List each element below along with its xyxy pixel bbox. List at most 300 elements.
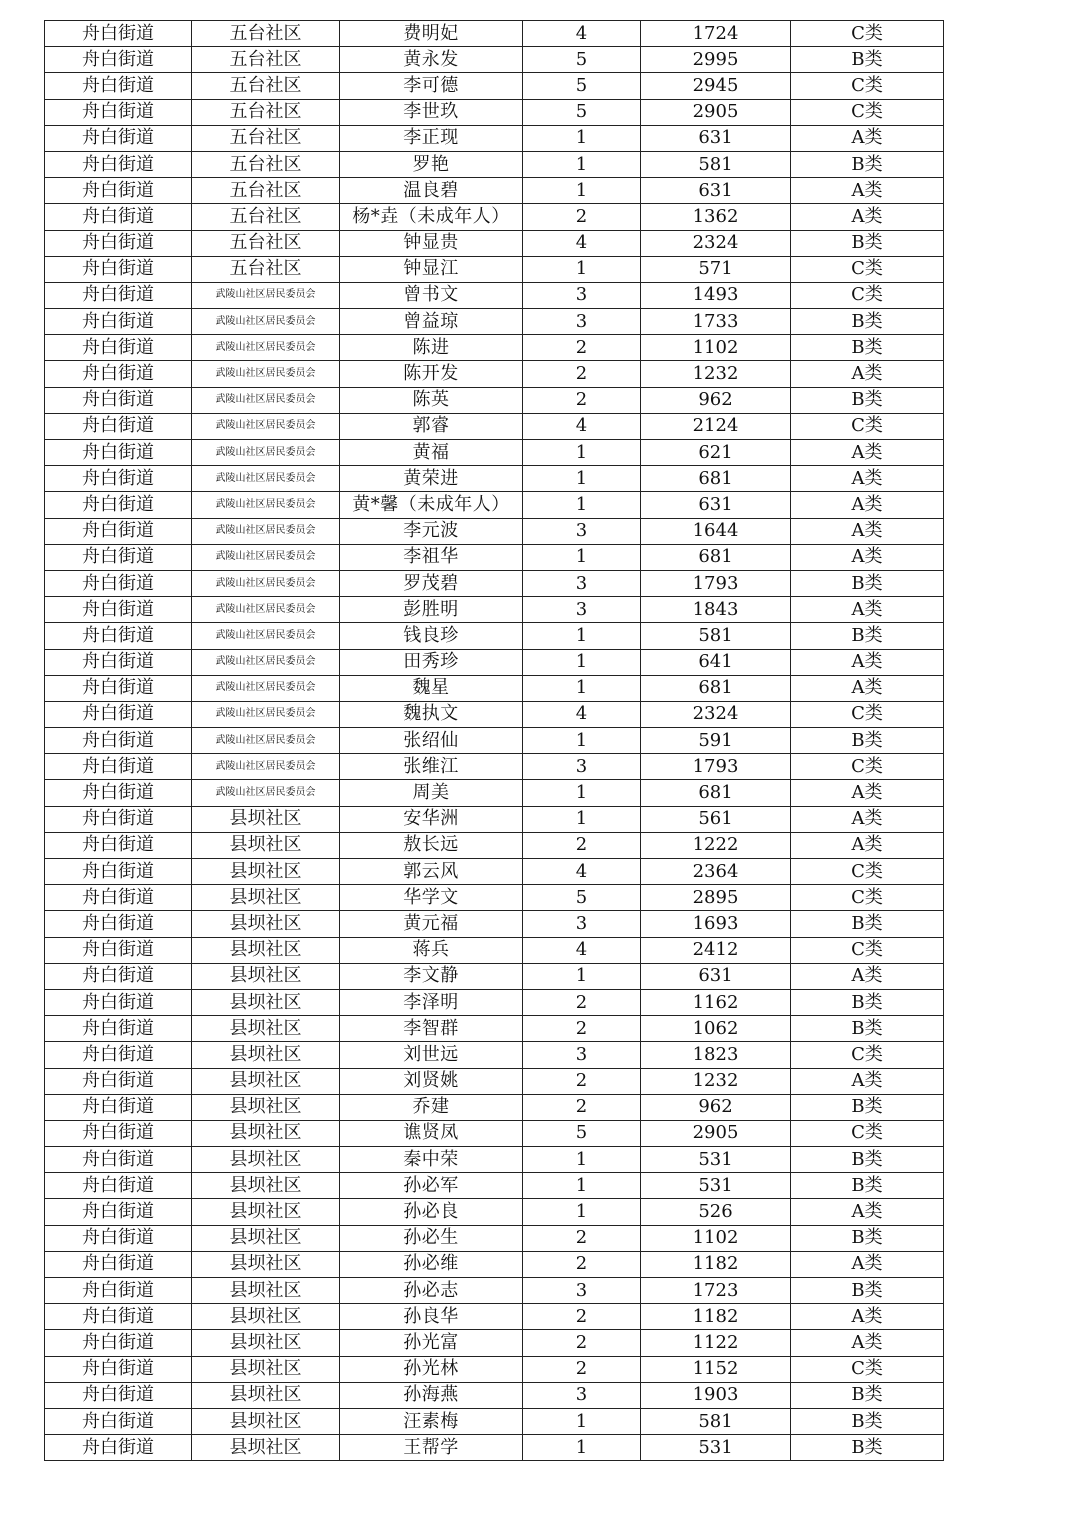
household-size-cell: 3 [523,570,641,596]
name-cell: 陈英 [340,387,523,413]
table-row [45,440,944,466]
household-size-cell: 3 [523,309,641,335]
street-cell: 舟白街道 [45,256,192,282]
street-cell: 舟白街道 [45,1199,192,1225]
household-size-cell: 1 [523,1199,641,1225]
community-cell: 县坝社区 [192,1304,340,1330]
table-row [45,806,944,832]
amount-cell: 1152 [641,1356,791,1382]
household-size-cell: 2 [523,204,641,230]
street-cell: 舟白街道 [45,335,192,361]
community-cell: 武陵山社区居民委员会 [192,413,340,439]
street-cell: 舟白街道 [45,728,192,754]
category-cell: B类 [791,230,944,256]
household-size-cell: 2 [523,1016,641,1042]
street-cell: 舟白街道 [45,1330,192,1356]
table-row [45,1225,944,1251]
name-cell: 孙光富 [340,1330,523,1356]
amount-cell: 2995 [641,47,791,73]
community-cell: 武陵山社区居民委员会 [192,492,340,518]
household-size-cell: 1 [523,1147,641,1173]
amount-cell: 1362 [641,204,791,230]
household-size-cell: 5 [523,1120,641,1146]
table-row [45,282,944,308]
amount-cell: 1222 [641,832,791,858]
community-cell: 县坝社区 [192,1278,340,1304]
category-cell: A类 [791,597,944,623]
street-cell: 舟白街道 [45,1225,192,1251]
street-cell: 舟白街道 [45,440,192,466]
name-cell: 陈进 [340,335,523,361]
household-size-cell: 5 [523,99,641,125]
name-cell: 陈开发 [340,361,523,387]
benefit-table [44,20,944,1461]
household-size-cell: 2 [523,361,641,387]
community-cell: 武陵山社区居民委员会 [192,623,340,649]
amount-cell: 1182 [641,1304,791,1330]
amount-cell: 1793 [641,754,791,780]
street-cell: 舟白街道 [45,937,192,963]
household-size-cell: 2 [523,832,641,858]
household-size-cell: 2 [523,1225,641,1251]
category-cell: C类 [791,754,944,780]
category-cell: C类 [791,99,944,125]
name-cell: 李世玖 [340,99,523,125]
household-size-cell: 1 [523,1173,641,1199]
community-cell: 武陵山社区居民委员会 [192,597,340,623]
table-row [45,544,944,570]
street-cell: 舟白街道 [45,885,192,911]
category-cell: A类 [791,204,944,230]
table-row [45,1304,944,1330]
category-cell: A类 [791,649,944,675]
street-cell: 舟白街道 [45,361,192,387]
table-row [45,125,944,151]
street-cell: 舟白街道 [45,1120,192,1146]
household-size-cell: 2 [523,1356,641,1382]
amount-cell: 2124 [641,413,791,439]
amount-cell: 2412 [641,937,791,963]
name-cell: 罗茂碧 [340,570,523,596]
amount-cell: 2324 [641,230,791,256]
category-cell: B类 [791,911,944,937]
name-cell: 敖长远 [340,832,523,858]
table-row [45,1147,944,1173]
amount-cell: 1693 [641,911,791,937]
household-size-cell: 5 [523,73,641,99]
household-size-cell: 1 [523,256,641,282]
name-cell: 郭云风 [340,859,523,885]
table-row [45,230,944,256]
table-row [45,1382,944,1408]
household-size-cell: 2 [523,1068,641,1094]
table-row [45,963,944,989]
amount-cell: 531 [641,1173,791,1199]
name-cell: 彭胜明 [340,597,523,623]
name-cell: 张绍仙 [340,728,523,754]
name-cell: 周美 [340,780,523,806]
household-size-cell: 1 [523,728,641,754]
community-cell: 武陵山社区居民委员会 [192,728,340,754]
category-cell: B类 [791,1016,944,1042]
household-size-cell: 3 [523,1278,641,1304]
table-row [45,570,944,596]
amount-cell: 631 [641,963,791,989]
community-cell: 五台社区 [192,125,340,151]
community-cell: 县坝社区 [192,1330,340,1356]
table-row [45,1199,944,1225]
name-cell: 秦中荣 [340,1147,523,1173]
amount-cell: 1644 [641,518,791,544]
name-cell: 魏星 [340,675,523,701]
household-size-cell: 2 [523,1251,641,1277]
street-cell: 舟白街道 [45,570,192,596]
name-cell: 孙必军 [340,1173,523,1199]
household-size-cell: 3 [523,518,641,544]
street-cell: 舟白街道 [45,387,192,413]
street-cell: 舟白街道 [45,754,192,780]
table-row [45,675,944,701]
street-cell: 舟白街道 [45,832,192,858]
amount-cell: 681 [641,780,791,806]
street-cell: 舟白街道 [45,99,192,125]
name-cell: 魏执文 [340,701,523,727]
table-row [45,989,944,1015]
amount-cell: 1122 [641,1330,791,1356]
amount-cell: 1733 [641,309,791,335]
household-size-cell: 2 [523,387,641,413]
name-cell: 谯贤凤 [340,1120,523,1146]
category-cell: A类 [791,675,944,701]
table-row [45,1068,944,1094]
street-cell: 舟白街道 [45,1042,192,1068]
category-cell: A类 [791,1199,944,1225]
street-cell: 舟白街道 [45,518,192,544]
category-cell: A类 [791,440,944,466]
amount-cell: 631 [641,178,791,204]
community-cell: 县坝社区 [192,1147,340,1173]
category-cell: B类 [791,387,944,413]
table-row [45,623,944,649]
street-cell: 舟白街道 [45,178,192,204]
table-row [45,1278,944,1304]
street-cell: 舟白街道 [45,649,192,675]
amount-cell: 571 [641,256,791,282]
name-cell: 费明妃 [340,21,523,47]
category-cell: C类 [791,1356,944,1382]
name-cell: 王帮学 [340,1435,523,1461]
amount-cell: 581 [641,623,791,649]
name-cell: 孙光林 [340,1356,523,1382]
category-cell: A类 [791,518,944,544]
name-cell: 李泽明 [340,989,523,1015]
street-cell: 舟白街道 [45,963,192,989]
table-row [45,937,944,963]
street-cell: 舟白街道 [45,492,192,518]
amount-cell: 1102 [641,1225,791,1251]
street-cell: 舟白街道 [45,21,192,47]
community-cell: 县坝社区 [192,1016,340,1042]
name-cell: 孙必良 [340,1199,523,1225]
street-cell: 舟白街道 [45,230,192,256]
community-cell: 武陵山社区居民委员会 [192,440,340,466]
table-row [45,1408,944,1434]
community-cell: 武陵山社区居民委员会 [192,518,340,544]
category-cell: B类 [791,570,944,596]
household-size-cell: 1 [523,675,641,701]
name-cell: 李可德 [340,73,523,99]
household-size-cell: 2 [523,1304,641,1330]
amount-cell: 1493 [641,282,791,308]
table-row [45,885,944,911]
street-cell: 舟白街道 [45,701,192,727]
community-cell: 五台社区 [192,256,340,282]
table-row [45,1435,944,1461]
table-row [45,151,944,177]
household-size-cell: 3 [523,282,641,308]
table-row [45,728,944,754]
household-size-cell: 1 [523,1408,641,1434]
name-cell: 李文静 [340,963,523,989]
household-size-cell: 1 [523,492,641,518]
amount-cell: 681 [641,466,791,492]
community-cell: 武陵山社区居民委员会 [192,335,340,361]
amount-cell: 621 [641,440,791,466]
category-cell: C类 [791,21,944,47]
street-cell: 舟白街道 [45,1356,192,1382]
community-cell: 县坝社区 [192,1042,340,1068]
amount-cell: 2364 [641,859,791,885]
category-cell: B类 [791,1435,944,1461]
table-row [45,832,944,858]
table-row [45,1356,944,1382]
category-cell: A类 [791,832,944,858]
name-cell: 李智群 [340,1016,523,1042]
street-cell: 舟白街道 [45,597,192,623]
category-cell: A类 [791,466,944,492]
table-row [45,701,944,727]
street-cell: 舟白街道 [45,544,192,570]
street-cell: 舟白街道 [45,1094,192,1120]
amount-cell: 591 [641,728,791,754]
name-cell: 李元波 [340,518,523,544]
street-cell: 舟白街道 [45,1408,192,1434]
category-cell: C类 [791,1042,944,1068]
table-row [45,1251,944,1277]
table-row [45,309,944,335]
amount-cell: 1724 [641,21,791,47]
street-cell: 舟白街道 [45,466,192,492]
community-cell: 县坝社区 [192,832,340,858]
category-cell: B类 [791,1408,944,1434]
name-cell: 曾书文 [340,282,523,308]
category-cell: B类 [791,1147,944,1173]
amount-cell: 1162 [641,989,791,1015]
community-cell: 武陵山社区居民委员会 [192,754,340,780]
street-cell: 舟白街道 [45,989,192,1015]
community-cell: 五台社区 [192,47,340,73]
name-cell: 黄福 [340,440,523,466]
table-row [45,204,944,230]
category-cell: C类 [791,282,944,308]
category-cell: A类 [791,1330,944,1356]
street-cell: 舟白街道 [45,1435,192,1461]
amount-cell: 1903 [641,1382,791,1408]
category-cell: B类 [791,1094,944,1120]
street-cell: 舟白街道 [45,73,192,99]
amount-cell: 681 [641,544,791,570]
category-cell: B类 [791,989,944,1015]
table-row [45,413,944,439]
street-cell: 舟白街道 [45,125,192,151]
household-size-cell: 1 [523,623,641,649]
table-row [45,780,944,806]
community-cell: 武陵山社区居民委员会 [192,675,340,701]
name-cell: 黄荣进 [340,466,523,492]
name-cell: 孙海燕 [340,1382,523,1408]
community-cell: 五台社区 [192,151,340,177]
household-size-cell: 1 [523,151,641,177]
amount-cell: 1102 [641,335,791,361]
table-row [45,1016,944,1042]
street-cell: 舟白街道 [45,1147,192,1173]
community-cell: 武陵山社区居民委员会 [192,466,340,492]
household-size-cell: 3 [523,597,641,623]
name-cell: 郭睿 [340,413,523,439]
category-cell: B类 [791,1382,944,1408]
table-row [45,99,944,125]
name-cell: 曾益琼 [340,309,523,335]
community-cell: 县坝社区 [192,806,340,832]
table-row [45,335,944,361]
category-cell: B类 [791,151,944,177]
table-body [45,21,944,1461]
amount-cell: 2905 [641,1120,791,1146]
table-row [45,1330,944,1356]
category-cell: A类 [791,780,944,806]
name-cell: 李正现 [340,125,523,151]
community-cell: 县坝社区 [192,1356,340,1382]
community-cell: 五台社区 [192,178,340,204]
amount-cell: 2905 [641,99,791,125]
table-row [45,1173,944,1199]
household-size-cell: 3 [523,754,641,780]
community-cell: 五台社区 [192,73,340,99]
category-cell: A类 [791,1304,944,1330]
household-size-cell: 1 [523,1435,641,1461]
table-row [45,597,944,623]
household-size-cell: 2 [523,989,641,1015]
category-cell: C类 [791,256,944,282]
amount-cell: 1723 [641,1278,791,1304]
name-cell: 孙良华 [340,1304,523,1330]
community-cell: 县坝社区 [192,1173,340,1199]
community-cell: 武陵山社区居民委员会 [192,701,340,727]
table-row [45,361,944,387]
street-cell: 舟白街道 [45,1304,192,1330]
amount-cell: 2895 [641,885,791,911]
category-cell: B类 [791,623,944,649]
amount-cell: 1182 [641,1251,791,1277]
table-row [45,387,944,413]
household-size-cell: 1 [523,963,641,989]
household-size-cell: 2 [523,335,641,361]
community-cell: 五台社区 [192,99,340,125]
name-cell: 杨*垚（未成年人） [340,204,523,230]
household-size-cell: 4 [523,937,641,963]
community-cell: 县坝社区 [192,1382,340,1408]
name-cell: 李祖华 [340,544,523,570]
name-cell: 乔建 [340,1094,523,1120]
amount-cell: 531 [641,1435,791,1461]
category-cell: C类 [791,701,944,727]
street-cell: 舟白街道 [45,1382,192,1408]
street-cell: 舟白街道 [45,859,192,885]
category-cell: A类 [791,544,944,570]
street-cell: 舟白街道 [45,1068,192,1094]
table-row [45,518,944,544]
category-cell: A类 [791,361,944,387]
category-cell: B类 [791,1278,944,1304]
amount-cell: 1843 [641,597,791,623]
category-cell: B类 [791,309,944,335]
household-size-cell: 4 [523,21,641,47]
household-size-cell: 1 [523,806,641,832]
street-cell: 舟白街道 [45,1173,192,1199]
name-cell: 钟显贵 [340,230,523,256]
community-cell: 县坝社区 [192,1199,340,1225]
household-size-cell: 1 [523,780,641,806]
community-cell: 县坝社区 [192,885,340,911]
community-cell: 县坝社区 [192,1068,340,1094]
category-cell: A类 [791,963,944,989]
amount-cell: 681 [641,675,791,701]
category-cell: A类 [791,1068,944,1094]
amount-cell: 581 [641,1408,791,1434]
category-cell: B类 [791,1173,944,1199]
community-cell: 五台社区 [192,204,340,230]
name-cell: 黄元福 [340,911,523,937]
community-cell: 县坝社区 [192,911,340,937]
table-row [45,178,944,204]
household-size-cell: 5 [523,47,641,73]
community-cell: 县坝社区 [192,1408,340,1434]
category-cell: A类 [791,806,944,832]
household-size-cell: 1 [523,440,641,466]
table-row [45,21,944,47]
street-cell: 舟白街道 [45,806,192,832]
category-cell: C类 [791,1120,944,1146]
street-cell: 舟白街道 [45,309,192,335]
household-size-cell: 2 [523,1094,641,1120]
category-cell: C类 [791,73,944,99]
street-cell: 舟白街道 [45,47,192,73]
street-cell: 舟白街道 [45,911,192,937]
amount-cell: 962 [641,1094,791,1120]
name-cell: 张维江 [340,754,523,780]
community-cell: 五台社区 [192,230,340,256]
category-cell: A类 [791,178,944,204]
community-cell: 县坝社区 [192,859,340,885]
street-cell: 舟白街道 [45,413,192,439]
community-cell: 武陵山社区居民委员会 [192,361,340,387]
community-cell: 县坝社区 [192,1435,340,1461]
community-cell: 县坝社区 [192,963,340,989]
household-size-cell: 4 [523,859,641,885]
table-row [45,754,944,780]
household-size-cell: 1 [523,178,641,204]
community-cell: 五台社区 [192,21,340,47]
